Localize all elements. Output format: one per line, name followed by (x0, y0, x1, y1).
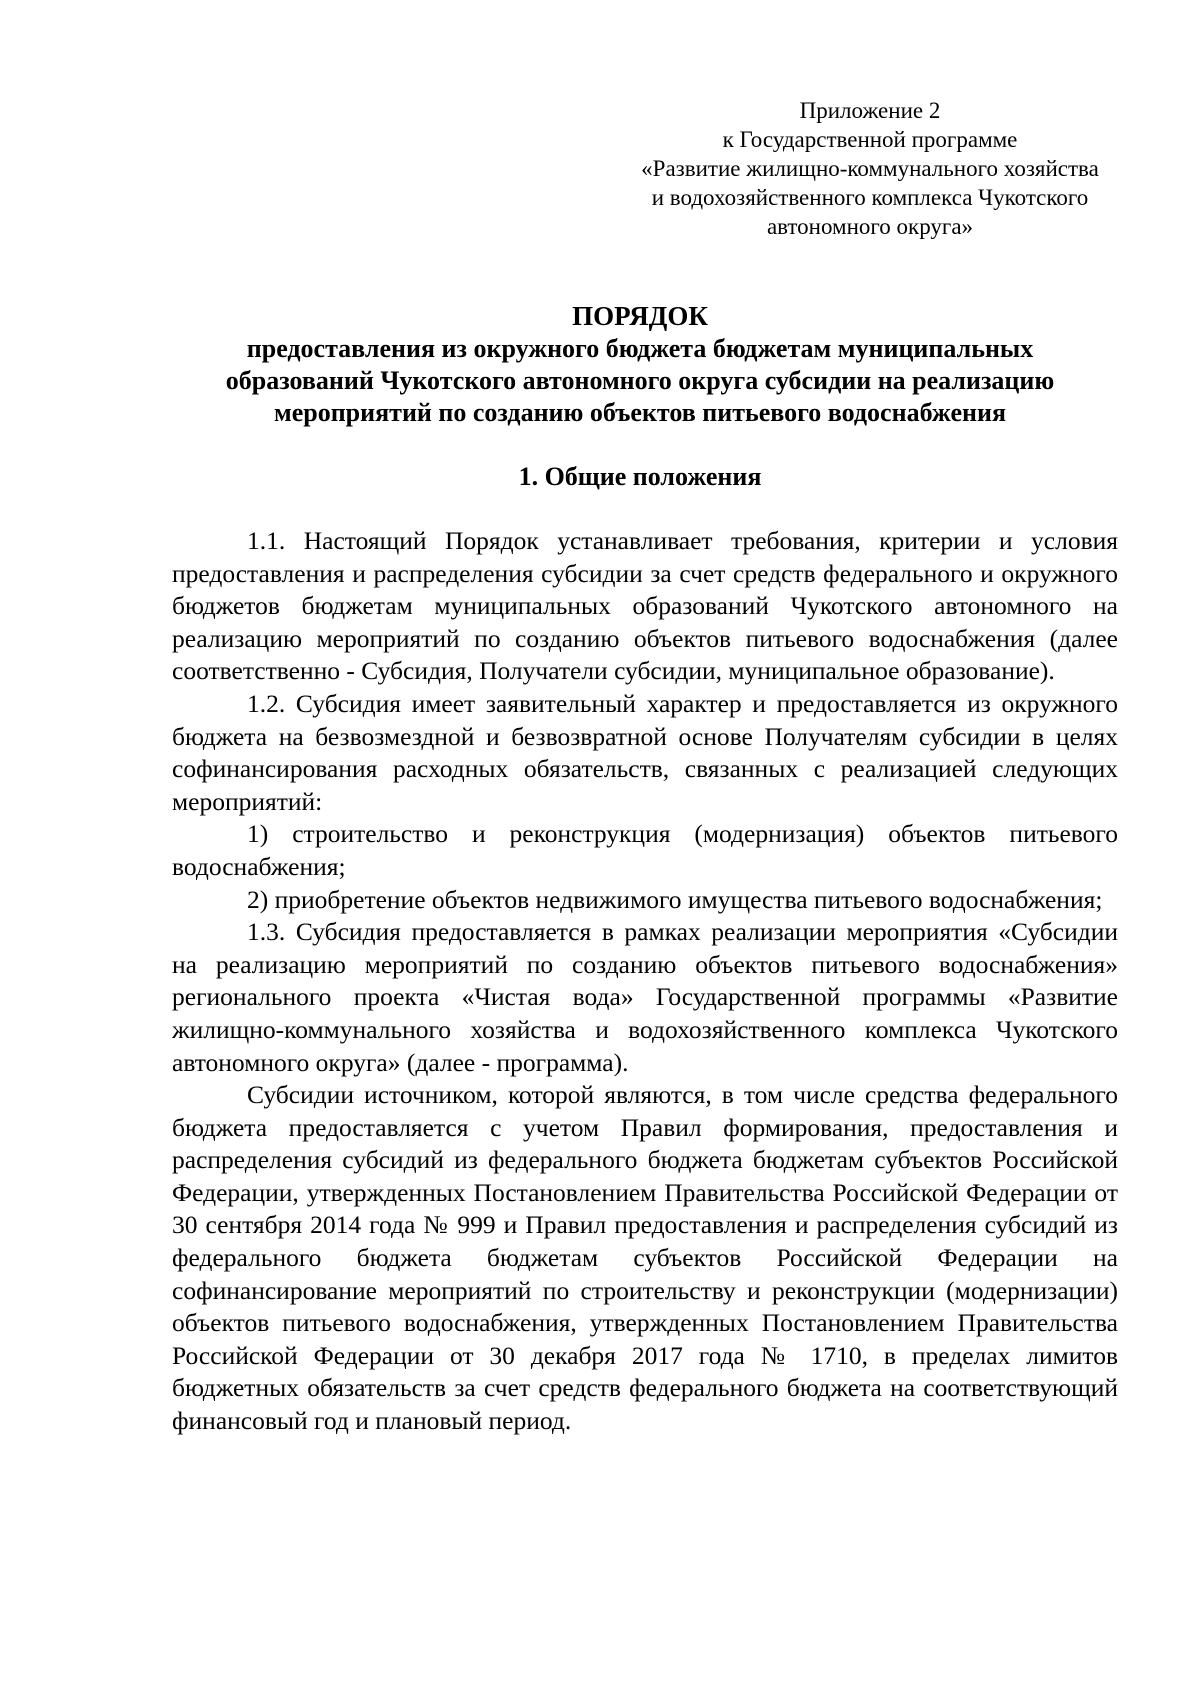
title-line: предоставления из окружного бюджета бюджетам муниципальных (246, 334, 1034, 363)
appendix-line: к Государственной программе (722, 127, 1018, 152)
paragraph-1-2: 1.2. Субсидия имеет заявительный характер и предоставляется из окружного бюджета на безвозмездной и безвозвратной основе Получателям субсидии в целях софинансирования расходных обязательств, связанных с реализацией следующих мероприятий: (172, 688, 1118, 816)
title-subtitle (160, 333, 1120, 429)
appendix-line: автономного округа» (766, 214, 974, 239)
section-heading: 1. Общие положения (518, 462, 762, 491)
list-item-2: 2) приобретение объектов недвижимого имущества питьевого водоснабжения; (247, 884, 1103, 914)
appendix-line: «Развитие жилищно-коммунального хозяйства (641, 156, 1099, 181)
appendix-line: Приложение 2 (799, 98, 941, 123)
paragraph-subsidies: Субсидии источником, которой являются, в том числе средства федерального бюджета предоставляется с учетом Правил формирования, предоставления и распределения субсидий из федерального бюджета бюджетам субъектов Российской Федерации, утвержденных Постановлением Правительства Российской Федерации от 30 сентября 2014 года № 999 и Правил предоставления и распределения субсидий из федерального бюджета бюджетам субъектов Российской Федерации на софинансирование мероприятий по строительству и реконструкции (модернизации) объектов питьевого водоснабжения, утвержденных Постановлением Правительства Российской Федерации от 30 декабря 2017 года № 1710, в пределах лимитов бюджетных обязательств за счет средств федерального бюджета на соответствующий финансовый год и плановый период. (172, 1080, 1118, 1436)
list-item-1: 1) строительство и реконструкция (модернизация) объектов питьевого водоснабжения; (172, 819, 1118, 881)
document-body (172, 525, 1118, 1438)
title-line: мероприятий по созданию объектов питьевого водоснабжения (273, 398, 1007, 427)
paragraph-1-1: 1.1. Настоящий Порядок устанавливает требования, критерии и условия предоставления и распределения субсидии за счет средств федерального и окружного бюджетов бюджетам муниципальных образований Чукотского автономного на реализацию мероприятий по созданию объектов питьевого водоснабжения (далее соответственно - Субсидия, Получатели субсидии, муниципальное образование). (172, 526, 1118, 686)
appendix-header (600, 96, 1140, 241)
title-main: ПОРЯДОК (572, 301, 708, 331)
title-line: образований Чукотского автономного округа субсидии на реализацию (225, 366, 1055, 395)
appendix-line: и водохозяйственного комплекса Чукотского (651, 185, 1089, 210)
paragraph-1-3: 1.3. Субсидия предоставляется в рамках реализации мероприятия «Субсидии на реализацию мероприятий по созданию объектов питьевого водоснабжения» регионального проекта «Чистая вода» Государственной программы «Развитие жилищно-коммунального хозяйства и водохозяйственного комплекса Чукотского автономного округа» (далее - программа). (172, 917, 1118, 1077)
document-title (160, 300, 1120, 429)
